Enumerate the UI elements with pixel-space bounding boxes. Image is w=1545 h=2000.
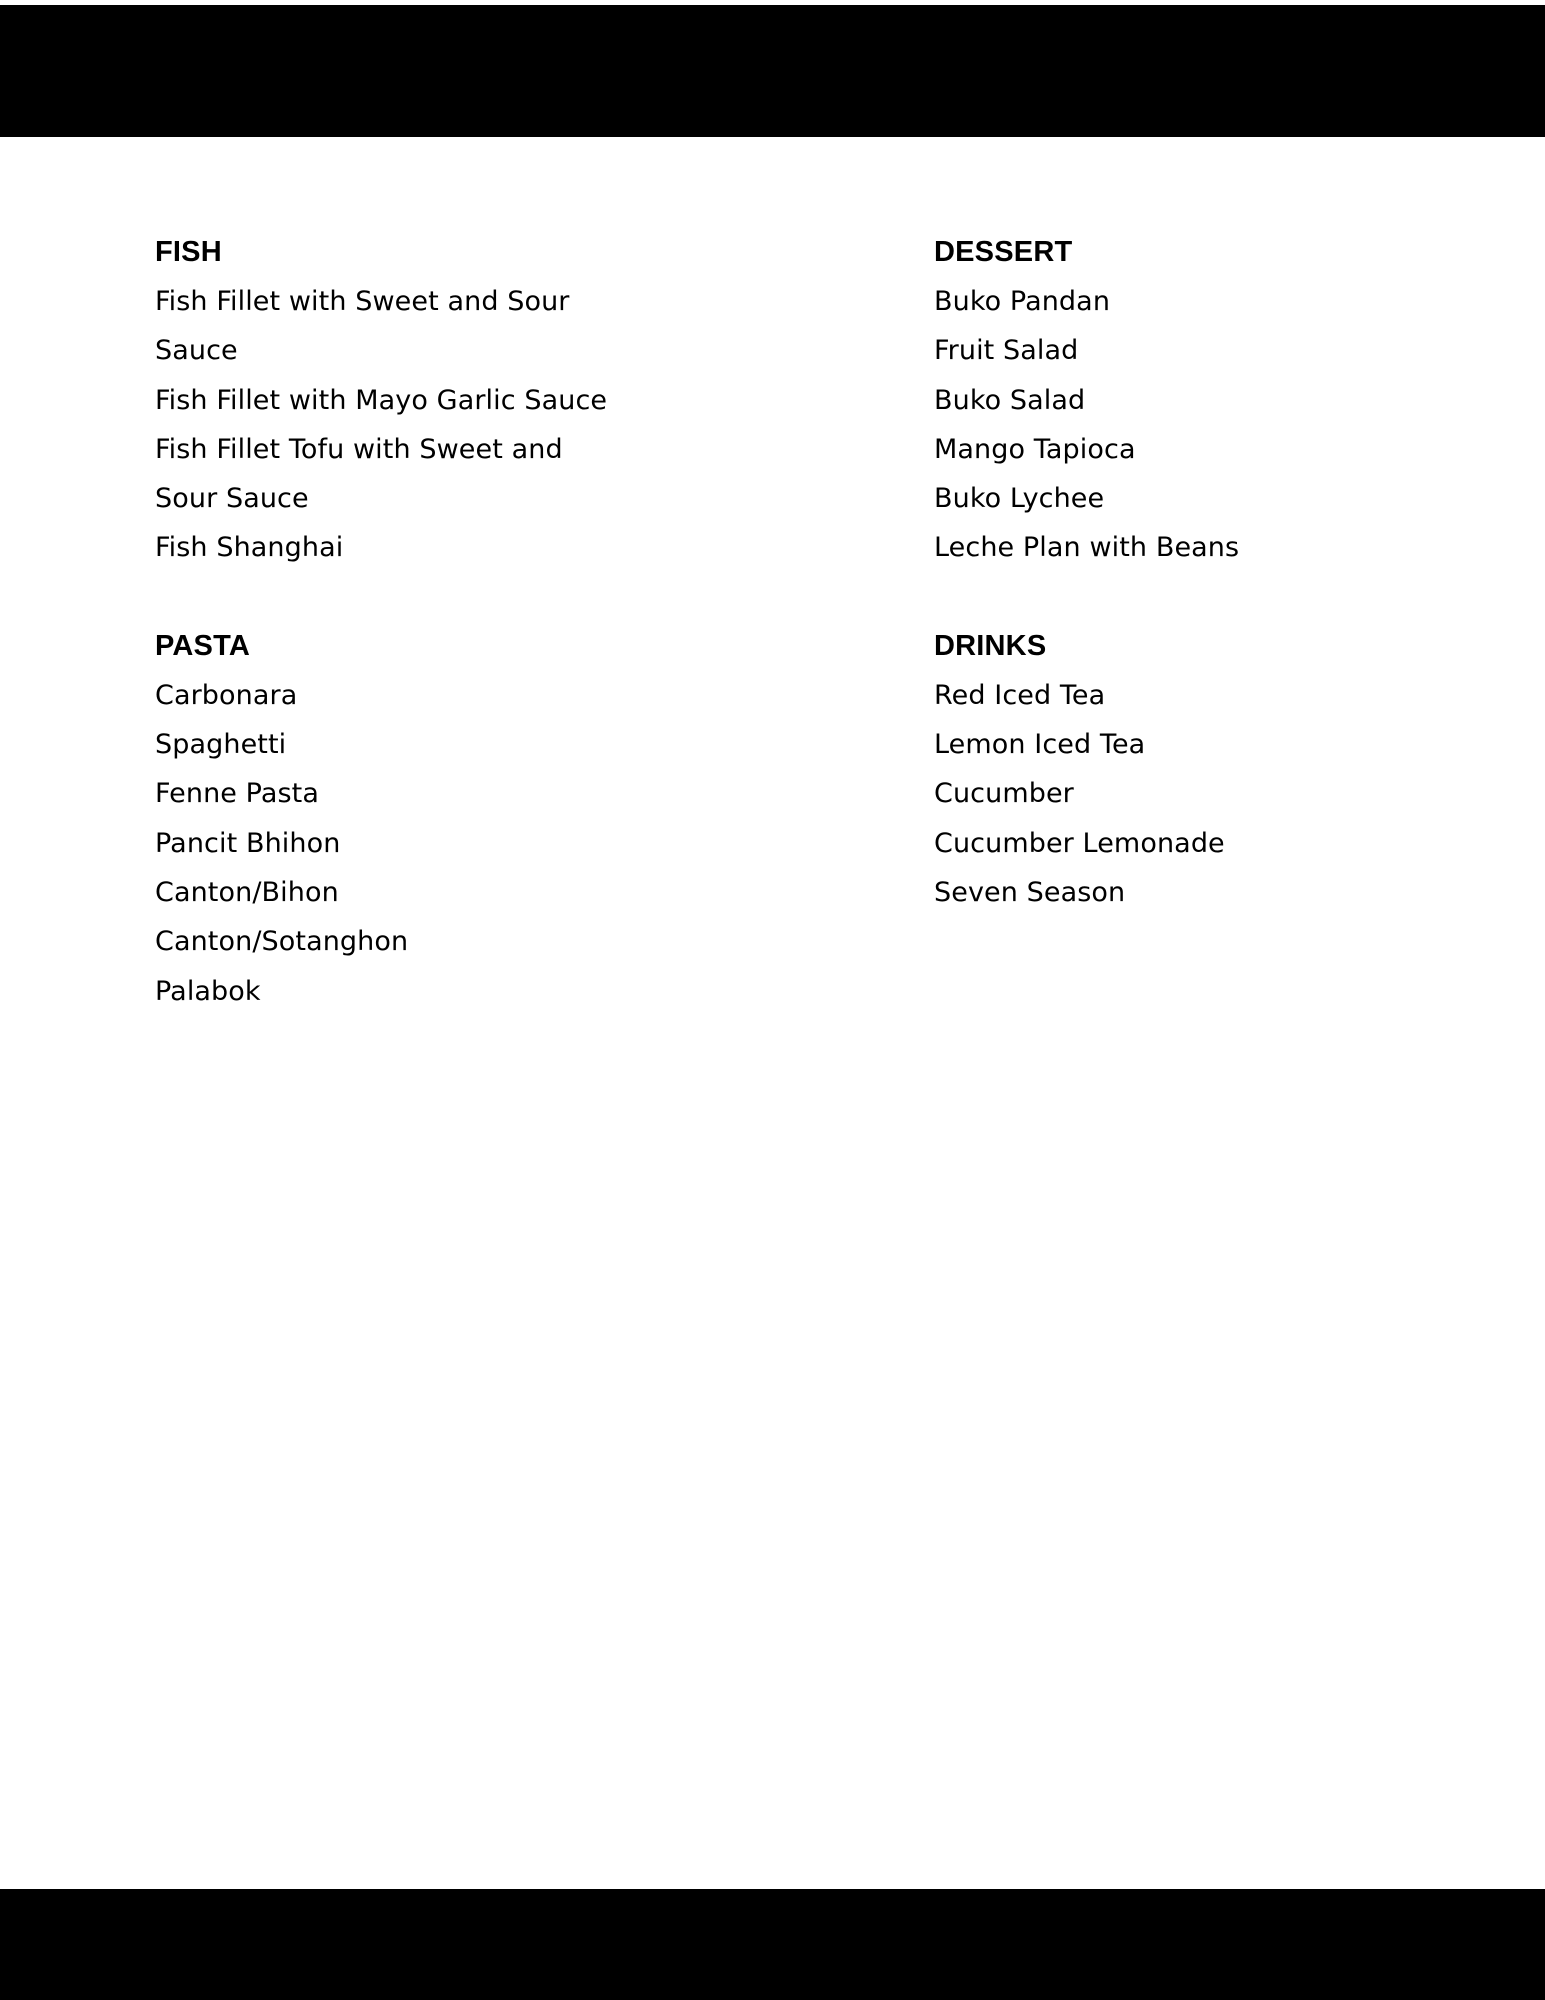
- menu-column-right: [934, 228, 1434, 966]
- bottom-black-band: [0, 1889, 1545, 2000]
- menu-item: Canton/Bihon: [155, 876, 339, 908]
- menu-item: Fish Fillet Tofu with Sweet and Sour Sauce: [155, 433, 563, 515]
- menu-item: Fish Fillet with Sweet and Sour Sauce: [155, 286, 570, 367]
- menu-item: Spaghetti: [155, 729, 287, 761]
- menu-item: Fish Fillet with Mayo Garlic Sauce: [155, 384, 608, 416]
- section-heading-pasta: PASTA: [155, 629, 250, 662]
- menu-list-drinks: [934, 671, 1434, 917]
- menu-item: Carbonara: [155, 679, 298, 711]
- menu-item: Fruit Salad: [934, 335, 1079, 367]
- menu-item: Buko Lychee: [934, 483, 1105, 515]
- menu-item: Lemon Iced Tea: [934, 729, 1146, 761]
- menu-list-fish: [155, 277, 655, 573]
- menu-item: Seven Season: [934, 876, 1126, 908]
- menu-item: Cucumber Lemonade: [934, 827, 1225, 859]
- section-heading-drinks: DRINKS: [934, 629, 1047, 662]
- menu-list-pasta: [155, 671, 655, 1016]
- menu-item: Cucumber: [934, 778, 1074, 810]
- menu-item: Fish Shanghai: [155, 532, 344, 564]
- menu-item: Fenne Pasta: [155, 778, 319, 810]
- section-heading-fish: FISH: [155, 236, 222, 268]
- menu-item: Pancit Bhihon: [155, 827, 341, 859]
- menu-item: Mango Tapioca: [934, 433, 1136, 465]
- menu-section-pasta: [155, 622, 655, 1016]
- menu-list-dessert: [934, 277, 1434, 573]
- menu-item: Red Iced Tea: [934, 679, 1106, 711]
- menu-item: Buko Salad: [934, 384, 1086, 416]
- menu-column-left: [155, 228, 655, 1065]
- menu-section-drinks: [934, 622, 1434, 917]
- menu-item: Buko Pandan: [934, 286, 1111, 317]
- section-heading-dessert: DESSERT: [934, 236, 1073, 268]
- menu-item: Leche Plan with Beans: [934, 532, 1240, 564]
- menu-section-fish: [155, 228, 655, 573]
- top-black-band: [0, 5, 1545, 137]
- menu-item: Canton/Sotanghon: [155, 926, 409, 958]
- menu-item: Palabok: [155, 975, 261, 1007]
- menu-section-dessert: [934, 228, 1434, 573]
